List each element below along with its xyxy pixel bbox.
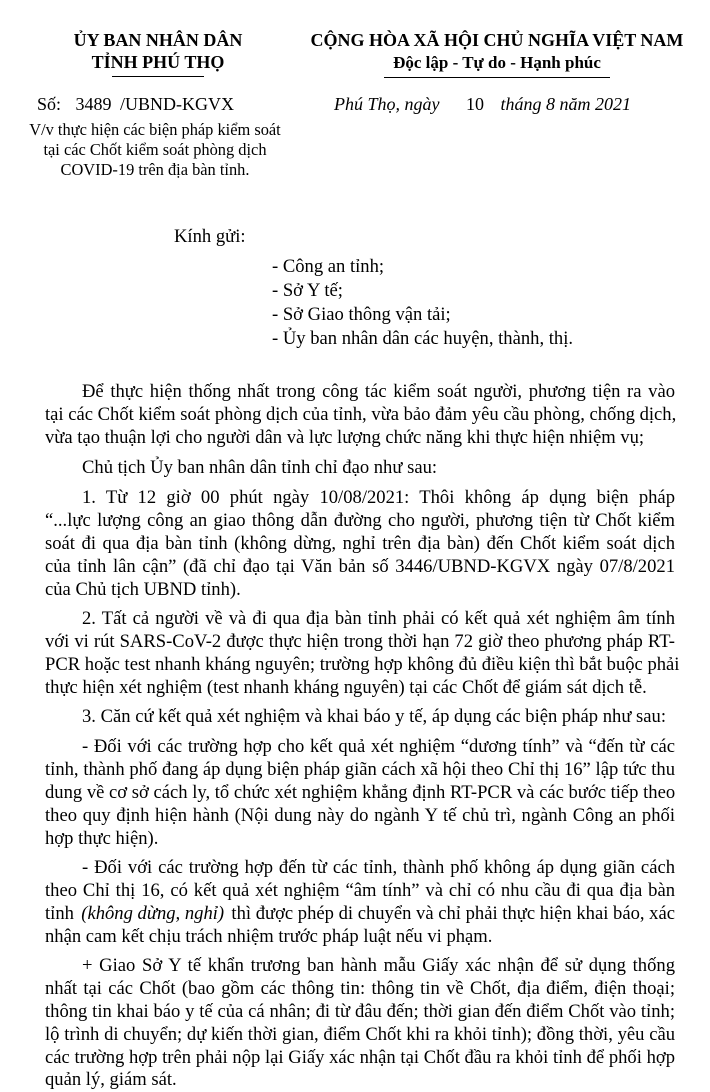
agency-name: ỦY BAN NHÂN DÂN <box>73 30 243 50</box>
sub3-line: + Giao Sở Y tế khẩn trương ban hành mẫu Giấy xác nhận để sử dụng thống <box>82 955 675 976</box>
sub2-line: - Đối với các trường hợp đến từ các tỉnh, thành phố không áp dụng giãn cách <box>82 857 675 878</box>
agency-province: TỈNH PHÚ THỌ <box>91 52 225 72</box>
intro-line: Để thực hiện thống nhất trong công tác kiểm soát người, phương tiện ra vào <box>82 381 675 402</box>
doc-code: /UBND-KGVX <box>120 94 235 114</box>
motto-underline <box>384 77 610 78</box>
directive-line: Chủ tịch Ủy ban nhân dân tỉnh chỉ đạo như sau: <box>82 457 438 478</box>
sub1-line: theo quy định hiện hành (Nội dung này do ngành Y tế chủ trì, ngành Công an phối <box>45 805 675 826</box>
item1-line: soát đi qua địa bàn tỉnh (không dừng, nghỉ trên địa bàn) đến Chốt kiểm soát dịch <box>45 533 675 554</box>
subject-line: V/v thực hiện các biện pháp kiểm soát <box>29 120 281 139</box>
sub3-line: quản lý, giám sát. <box>45 1069 177 1090</box>
sub1-line: - Đối với các trường hợp cho kết quả xét nghiệm “dương tính” và “đến từ các <box>82 736 675 757</box>
recipient-item: - Sở Giao thông vận tải; <box>272 304 451 325</box>
item2-line: PCR hoặc test nhanh kháng nguyên; trường hợp không đủ điều kiện thì bắt buộc phải <box>45 654 680 675</box>
sub3-line: lộ trình di chuyển; dự kiến thời gian, điểm Chốt khi ra khỏi tỉnh); đồng thời, yêu cầu <box>45 1024 675 1045</box>
item2-line: 2. Tất cả người về và đi qua địa bàn tỉnh phải có kết quả xét nghiệm âm tính <box>82 608 675 629</box>
doc-number-label: Số: <box>37 94 62 114</box>
sub2-line: theo Chỉ thị 16, có kết quả xét nghiệm “âm tính” và chỉ có nhu cầu đi qua địa bàn <box>45 880 675 901</box>
sub2-text: thì được phép di chuyển và chỉ phải thực hiện khai báo, xác <box>231 903 675 924</box>
sub2-italic: (không dừng, nghỉ) <box>81 903 225 924</box>
sub3-line: các trường hợp trên phải nộp lại Giấy xác nhận tại Chốt đầu ra khỏi tỉnh để phối hợp <box>45 1047 675 1068</box>
sub3-line: thông tin khai báo y tế của cá nhân; đi từ đâu đến; thời gian đến điểm Chốt vào tỉnh; <box>45 1001 675 1022</box>
intro-line: tại các Chốt kiểm soát phòng dịch của tỉnh, vừa bảo đảm yêu cầu phòng, chống dịch, <box>45 404 677 425</box>
date-line <box>334 94 631 115</box>
recipient-item: - Công an tỉnh; <box>272 256 385 277</box>
recipients-label: Kính gửi: <box>174 226 246 247</box>
subject-line: tại các Chốt kiểm soát phòng dịch <box>43 140 267 159</box>
doc-number: 3489 <box>75 94 112 114</box>
item1-line: 1. Từ 12 giờ 00 phút ngày 10/08/2021: Thôi không áp dụng biện pháp <box>82 487 675 508</box>
doc-number-row <box>37 94 234 115</box>
item1-line: của tỉnh lân cận” (đã chỉ đạo tại Văn bản số 3446/UBND-KGVX ngày 07/8/2021 <box>45 556 675 577</box>
sub2-text: tỉnh <box>45 903 74 924</box>
item1-line: của Chủ tịch UBND tỉnh). <box>45 579 241 600</box>
date-day: 10 <box>466 94 484 114</box>
sub1-line: hợp thực hiện). <box>45 828 159 849</box>
national-title: CỘNG HÒA XÃ HỘI CHỦ NGHĨA VIỆT NAM <box>310 30 684 50</box>
agency-underline <box>112 76 204 77</box>
recipient-item: - Sở Y tế; <box>272 280 343 301</box>
date-rest: tháng 8 năm 2021 <box>500 94 631 114</box>
item3-line: 3. Căn cứ kết quả xét nghiệm và khai báo y tế, áp dụng các biện pháp như sau: <box>82 706 666 727</box>
sub2-line: nhận cam kết chịu trách nhiệm trước pháp luật nếu vi phạm. <box>45 926 493 947</box>
item1-line: “...lực lượng công an giao thông dẫn đường cho người, phương tiện từ Chốt kiểm <box>45 510 675 531</box>
national-motto: Độc lập - Tự do - Hạnh phúc <box>393 53 601 72</box>
item2-line: thực hiện xét nghiệm (test nhanh kháng nguyên) tại các Chốt để giám sát dịch tễ. <box>45 677 647 698</box>
item2-line: với vi rút SARS-CoV-2 được thực hiện trong thời hạn 72 giờ theo phương pháp RT- <box>45 631 675 652</box>
recipient-item: - Ủy ban nhân dân các huyện, thành, thị. <box>272 328 574 349</box>
sub3-line: nhất tại các Chốt (bao gồm các thông tin: thông tin về Chốt, địa điểm, điện thoại; <box>45 978 675 999</box>
date-place: Phú Thọ, ngày <box>334 94 440 114</box>
sub2-line <box>45 903 675 925</box>
subject-line: COVID-19 trên địa bàn tỉnh. <box>60 160 250 179</box>
sub1-line: tỉnh, thành phố đang áp dụng biện pháp giãn cách xã hội theo Chỉ thị 16” lập tức thu <box>45 759 675 780</box>
sub1-line: dung về cơ sở cách ly, tổ chức xét nghiệm khẳng định RT-PCR và các bước tiếp theo <box>45 782 676 803</box>
intro-line: vừa tạo thuận lợi cho người dân và lực lượng chức năng khi thực hiện nhiệm vụ; <box>45 427 645 448</box>
subject <box>5 120 305 180</box>
